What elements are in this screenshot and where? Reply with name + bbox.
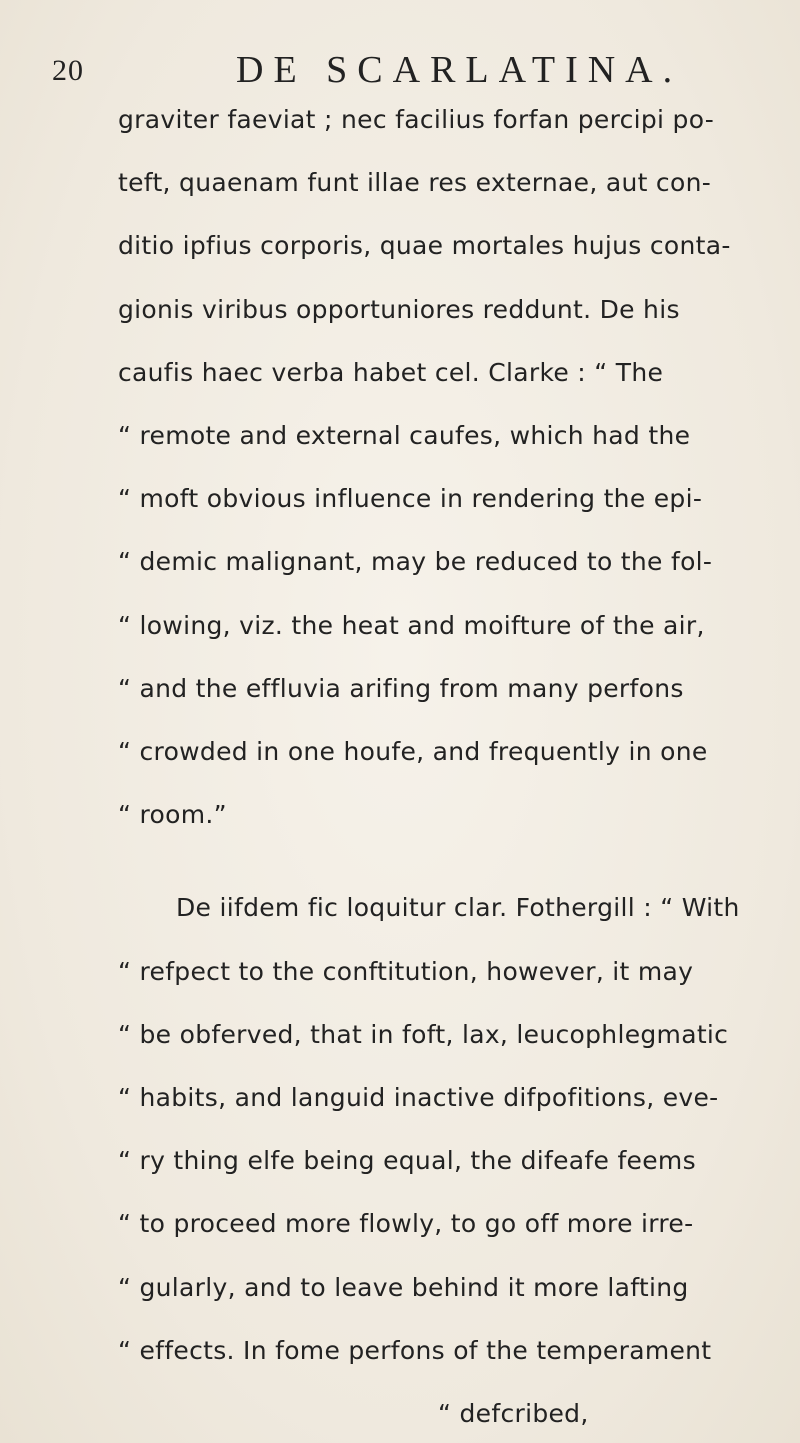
text-line: teft, quaenam funt illae res externae, aut con-: [118, 168, 712, 198]
text-line: “ habits, and languid inactive difpofitions, eve-: [118, 1083, 719, 1112]
text-line: “ defcribed,: [438, 1399, 589, 1428]
text-line: “ remote and external caufes, which had the: [118, 421, 691, 450]
text-line: “ gularly, and to leave behind it more lafting: [118, 1272, 689, 1302]
text-line: “ ry thing elfe being equal, the difeafe feems: [118, 1146, 696, 1176]
text-line: “ effects. In fome perfons of the temperament: [118, 1335, 712, 1365]
text-line: gionis viribus opportuniores reddunt. De his: [118, 294, 680, 324]
page-header: [0, 48, 800, 98]
text-line: “ and the effluvia arifing from many perfons: [118, 673, 684, 703]
text-line: “ room.”: [118, 800, 227, 830]
text-line: De iifdem fic loquitur clar. Fothergill : “ With: [176, 893, 740, 923]
text-line: “ demic malignant, may be reduced to the fol-: [118, 547, 713, 577]
text-line: “ refpect to the conftitution, however, it may: [118, 956, 694, 986]
running-title: DE SCARLATINA.: [236, 49, 683, 91]
text-line: ditio ipfius corporis, quae mortales hujus conta-: [118, 231, 731, 261]
text-line: “ moft obvious influence in rendering the epi-: [118, 484, 703, 514]
text-line: “ crowded in one houfe, and frequently in one: [118, 737, 708, 766]
text-line: “ lowing, viz. the heat and moifture of the air,: [118, 610, 705, 640]
text-line: “ be obferved, that in foft, lax, leucophlegmatic: [118, 1019, 729, 1049]
text-line: “ to proceed more flowly, to go off more irre-: [118, 1209, 694, 1239]
text-line: caufis haec verba habet cel. Clarke : “ The: [118, 357, 664, 387]
page-number: 20: [52, 54, 84, 87]
text-line: graviter faeviat ; nec facilius forfan percipi po-: [118, 105, 715, 134]
